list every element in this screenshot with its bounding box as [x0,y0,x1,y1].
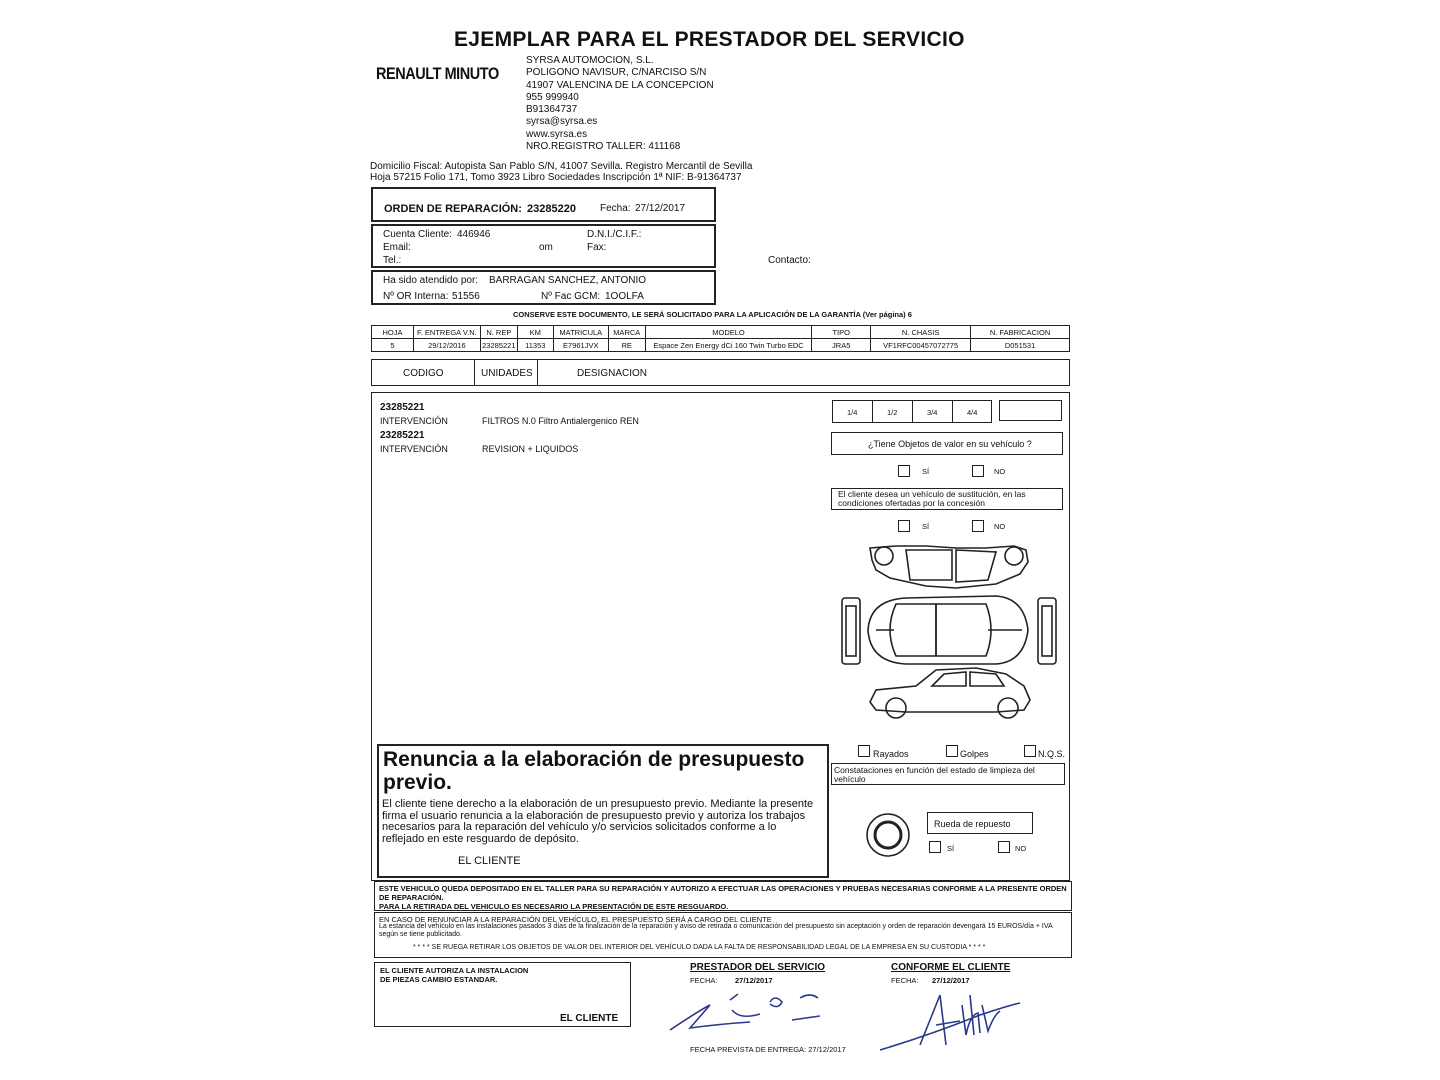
email-value: om [539,242,553,253]
account-number: 446946 [457,229,491,240]
fuel-gauge [832,400,992,423]
column-divider [474,360,475,385]
header-cell: N. REP [480,326,517,339]
fuel-divider [912,401,913,422]
substitution-yes-label: SÍ [922,522,930,531]
valuables-question-box [831,432,1063,455]
order-number: 23285220 [527,203,576,215]
company-info [526,55,714,153]
substitution-no-checkbox[interactable] [972,520,984,532]
or-number: 51556 [452,291,480,302]
order-date: 27/12/2017 [635,203,686,214]
value-cell: D051531 [971,339,1070,352]
spare-yes-checkbox[interactable] [929,841,941,853]
constataciones-text: Constataciones en función del estado de limpieza del vehículo [834,765,1035,784]
client-box [371,224,716,268]
deposit-line: PARA LA RETIRADA DEL VEHICULO ES NECESARIO LA PRESENTACIÓN DE ESTE RESGUARDO. [379,902,729,911]
car-damage-diagram[interactable] [836,540,1062,720]
valuables-no-label: NO [994,467,1006,476]
conforme-heading: CONFORME EL CLIENTE [891,962,1011,973]
parts-signer: EL CLIENTE [560,1013,619,1024]
spare-yes-label: SÍ [947,844,955,853]
spare-no-label: NO [1015,844,1027,853]
company-line: 955 999940 [526,91,579,103]
attended-name: BARRAGAN SANCHEZ, ANTONIO [489,275,647,286]
company-line: POLIGONO NAVISUR, C/NARCISO S/N [526,67,707,79]
substitution-question: El cliente desea un vehículo de sustitución, en las condiciones ofertadas por la concesión [838,489,1026,508]
substitution-box [831,488,1063,510]
prestador-heading: PRESTADOR DEL SERVICIO [690,962,826,973]
renuncia-notice [374,912,1072,958]
expected-delivery: FECHA PREVISTA DE ENTREGA: 27/12/2017 [690,1045,846,1054]
column-divider [537,360,538,385]
company-line: syrsa@syrsa.es [526,116,598,128]
client-signature [870,975,1040,1060]
parts-text: EL CLIENTE AUTORIZA LA INSTALACION DE PIEZAS CAMBIO ESTANDAR. [380,966,529,984]
vehicle-value-row [372,339,1070,352]
conserve-note: CONSERVE ESTE DOCUMENTO, LE SERÁ SOLICITADO PARA LA APLICACIÓN DE LA GARANTÍA (Ver página) 6 [513,310,912,319]
waiver-box [377,744,829,878]
spare-wheel-box [927,812,1033,834]
fuel-extra-field[interactable] [999,400,1062,421]
value-cell: VF1RFC00457072775 [871,339,971,352]
value-cell: RE [608,339,645,352]
fiscal-line: Hoja 57215 Folio 171, Tomo 3923 Libro Sociedades Inscripción 1ª NIF: B-91364737 [370,172,742,183]
company-line: www.syrsa.es [526,128,588,140]
dni-label: D.N.I./C.I.F.: [587,229,642,240]
company-line: 41907 VALENCINA DE LA CONCEPCION [526,79,714,91]
value-cell: 29/12/2016 [413,339,480,352]
header-cell: KM [517,326,553,339]
value-cell: Espace Zen Energy dCi 160 Twin Turbo EDC [645,339,812,352]
rayados-label: Rayados [873,749,909,759]
fuel-option[interactable]: 1/4 [847,408,858,417]
conforme-date-label: FECHA: [891,976,919,985]
valuables-yes-checkbox[interactable] [898,465,910,477]
vehicle-header-row [372,326,1070,339]
unidades-header: UNIDADES [481,368,533,379]
email-label: Email: [383,242,411,253]
substitution-yes-checkbox[interactable] [898,520,910,532]
value-cell: E7961JVX [553,339,608,352]
codigo-header: CODIGO [403,368,444,379]
intervention-label: INTERVENCIÓN [380,416,448,426]
header-cell: MARCA [608,326,645,339]
fuel-option[interactable]: 4/4 [967,408,978,417]
company-line: B91364737 [526,104,578,116]
header-cell: MODELO [645,326,812,339]
vehicle-table [371,325,1070,352]
fuel-option[interactable]: 1/2 [887,408,898,417]
fuel-option[interactable]: 3/4 [927,408,938,417]
fac-label: Nº Fac GCM: [541,291,601,302]
valuables-no-checkbox[interactable] [972,465,984,477]
rayados-checkbox[interactable] [858,745,870,757]
fiscal-info [370,161,752,183]
golpes-checkbox[interactable] [946,745,958,757]
waiver-title: Renuncia a la elaboración de presupuesto previo. [383,748,805,794]
header-cell: N. FABRICACION [971,326,1070,339]
intervention-label: INTERVENCIÓN [380,444,448,454]
spare-wheel-icon [864,811,912,859]
nqs-checkbox[interactable] [1024,745,1036,757]
constataciones-box [831,763,1065,785]
intervention-desc: REVISION + LIQUIDOS [482,444,579,454]
header-cell: N. CHASIS [871,326,971,339]
spare-wheel-label: Rueda de repuesto [934,819,1011,829]
value-cell: JRA5 [812,339,871,352]
valuables-question: ¿Tiene Objetos de valor en su vehículo ? [868,439,1032,449]
contact-label: Contacto: [768,255,811,266]
value-cell: 11353 [517,339,553,352]
renuncia-line: EN CASO DE RENUNCIAR A LA REPARACIÓN DEL VEHÍCULO, EL PRESPUESTO SERÁ A CARGO DEL CLIENTE [379,915,772,924]
prestador-signature [660,980,830,1040]
attended-box [371,270,716,305]
deposit-line: ESTE VEHICULO QUEDA DEPOSITADO EN EL TALLER PARA SU REPARACIÓN Y AUTORIZO A EFECTUAR LAS OPERACIONES Y PRUEBAS NECESARIAS CONFORME A LA PRESENTE ORDEN DE REPARACIÓN. [379,884,1067,902]
substitution-no-label: NO [994,522,1006,531]
renuncia-line: * * * * SE RUEGA RETIRAR LOS OBJETOS DE VALOR DEL INTERIOR DEL VEHÍCULO DADA LA FALTA DE RESPONSABILIDAD LEGAL DE LA EMPRESA EN SU CUSTODIA * * * * [413,944,986,951]
fuel-divider [872,401,873,422]
prestador-date: 27/12/2017 [735,976,773,985]
company-line: SYRSA AUTOMOCION, S.L. [526,55,654,66]
account-label: Cuenta Cliente: [383,229,452,240]
parts-box [374,962,631,1027]
fiscal-line: Domicilio Fiscal: Autopista San Pablo S/N, 41007 Sevilla. Registro Mercantil de Sevilla [370,161,753,172]
designacion-header: DESIGNACION [577,368,648,379]
intervention-desc: FILTROS N.0 Filtro Antialergenico REN [482,416,639,426]
columns-header [371,359,1070,386]
fac-number: 1OOLFA [605,291,644,302]
value-cell: 5 [372,339,414,352]
renuncia-line: La estancia del vehículo en las instalaciones pasados 3 días de la finalización de la reparación y aviso de retirada o comunicación del presupuesto sin aceptación y orden de reparación devengará 15 EUROS/día + IVA según se tiene publicitado. [379,923,1053,938]
conforme-date: 27/12/2017 [932,976,970,985]
page-title: EJEMPLAR PARA EL PRESTADOR DEL SERVICIO [454,28,965,51]
value-cell: 23285221 [482,340,516,350]
order-box [371,187,716,222]
order-date-label: Fecha: [600,203,631,214]
company-line: NRO.REGISTRO TALLER: 411168 [526,141,681,153]
waiver-signer: EL CLIENTE [458,855,521,867]
prestador-date-label: FECHA: [690,976,718,985]
tel-label: Tel.: [383,255,402,266]
nqs-label: N.Q.S. [1038,749,1066,759]
deposit-notice [374,881,1072,911]
order-label: ORDEN DE REPARACIÓN: [384,203,522,215]
fuel-divider [952,401,953,422]
header-cell: F. ENTREGA V.N. [413,326,480,339]
header-cell: TIPO [812,326,871,339]
header-cell: HOJA [372,326,414,339]
intervention-code: 23285221 [380,430,425,441]
intervention-code: 23285221 [380,402,425,413]
or-label: Nº OR Interna: [383,291,449,302]
valuables-yes-label: SÍ [922,467,930,476]
renault-minuto-logo: RENAULT MINUTO [376,64,499,83]
spare-no-checkbox[interactable] [998,841,1010,853]
waiver-body: El cliente tiene derecho a la elaboración de un presupuesto previo. Mediante la presente firma el usuario renuncia a la elaboración de presupuesto previo y autoriza los trabajos necesarios para la reparación del vehículo y/o servicios solicitados conforme a lo reflejado en este resguardo de depósito. [382,798,814,845]
fax-label: Fax: [587,242,607,253]
golpes-label: Golpes [960,749,989,759]
attended-label: Ha sido atendido por: [383,275,479,286]
header-cell: MATRICULA [553,326,608,339]
